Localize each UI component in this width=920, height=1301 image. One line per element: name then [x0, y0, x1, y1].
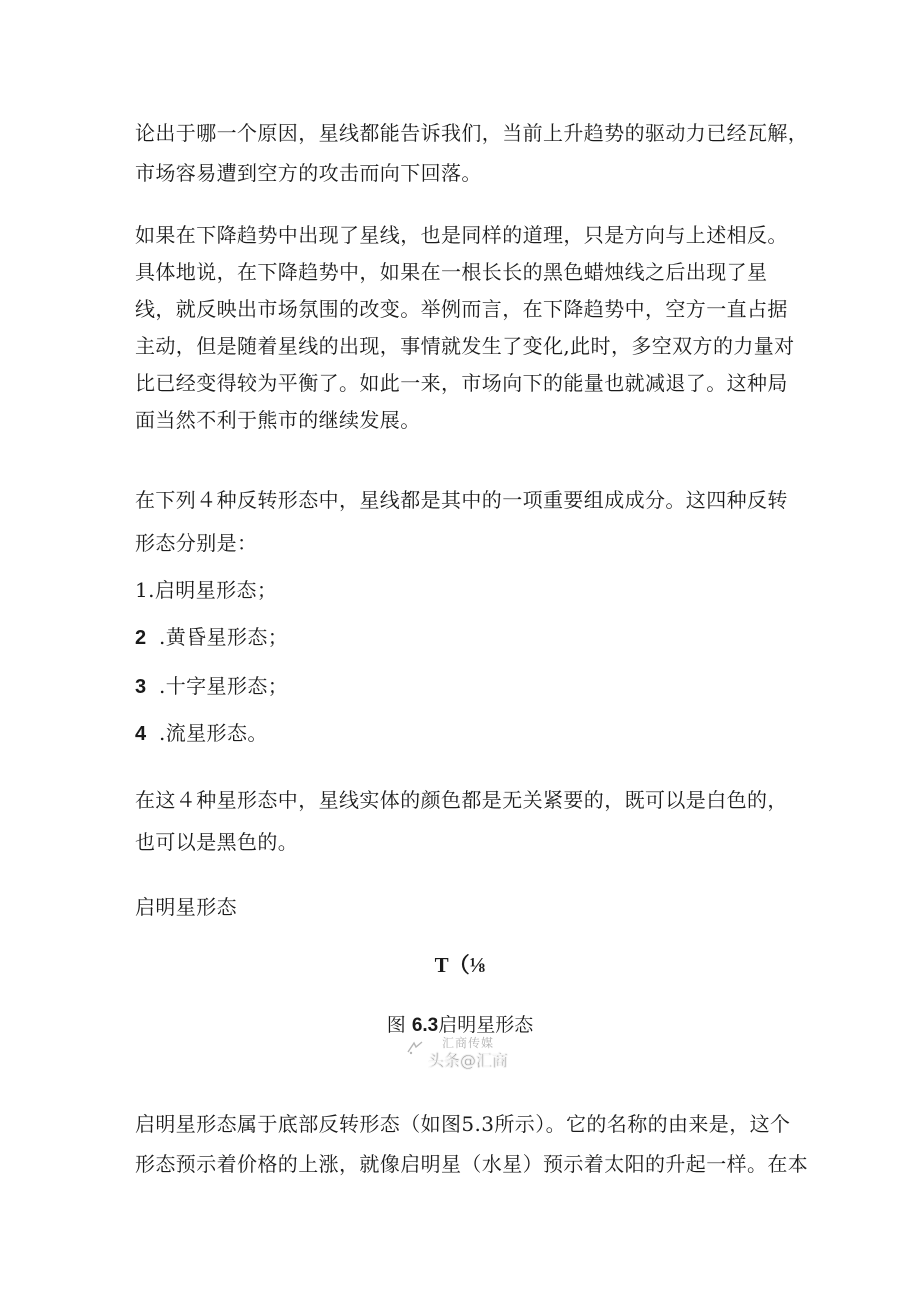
list-item-text: .十字星形态； [159, 674, 289, 698]
paragraph-4 [135, 779, 815, 863]
paragraph-2-line-6: 面当然不利于熊市的继续发展。 [135, 408, 421, 432]
paragraph-4-line-2: 也可以是黑色的。 [135, 830, 299, 854]
paragraph-2-line-1: 如果在下降趋势中出现了星线，也是同样的道理，只是方向与上述相反。 [135, 223, 788, 247]
paragraph-2-line-4: 主动，但是随着星线的出现，事情就发生了变化,此时，多空双方的力量对 [135, 334, 795, 358]
figure-caption-number: 6.3 [411, 1015, 439, 1036]
paragraph-2 [135, 217, 815, 439]
list-item [135, 577, 815, 603]
list-item [135, 720, 815, 747]
watermark-logo-icon [406, 1040, 424, 1056]
section-heading: 启明星形态 [135, 895, 237, 919]
paragraph-2-line-3: 线，就反映出市场氛围的改变。举例而言，在下降趋势中，空方一直占据 [135, 297, 788, 321]
list-item-text: .黄昏星形态； [159, 625, 289, 649]
figure-image-text: T（⅛ [434, 953, 486, 977]
figure-caption-title: 启明星形态 [438, 1014, 534, 1036]
paragraph-6-line-2: 形态预示着价格的上涨，就像启明星（水星）预示着太阳的升起一样。在本 [135, 1152, 809, 1176]
paragraph-3-line-2: 形态分别是： [135, 531, 258, 555]
paragraph-1 [135, 113, 815, 193]
watermark-top-text: 汇商传媒 [442, 1036, 495, 1050]
list-item-number: 1. [135, 578, 155, 602]
list-item-text: .流星形态。 [159, 721, 268, 745]
list-item [135, 673, 815, 700]
paragraph-3-line-1: 在下列４种反转形态中，星线都是其中的一项重要组成成分。这四种反转 [135, 488, 788, 512]
paragraph-6-line-1: 启明星形态属于底部反转形态（如图5.3所示）。它的名称的由来是，这个 [135, 1112, 791, 1136]
paragraph-1-line-1: 论出于哪一个原因，星线都能告诉我们，当前上升趋势的驱动力已经瓦解， [135, 121, 809, 145]
list-item-number: 2 [135, 627, 147, 649]
watermark-bottom-text: 头条@汇商 [428, 1051, 509, 1070]
paragraph-1-line-2: 市场容易遭到空方的攻击而向下回落。 [135, 161, 482, 185]
paragraph-2-line-2: 具体地说，在下降趋势中，如果在一根长长的黑色蜡烛线之后出现了星 [135, 260, 768, 284]
paragraph-3 [135, 479, 815, 565]
list-item-text: 启明星形态； [154, 578, 278, 602]
paragraph-4-line-1: 在这４种星形态中，星线实体的颜色都是无关紧要的，既可以是白色的， [135, 788, 788, 812]
paragraph-2-line-5: 比已经变得较为平衡了。如此一来，市场向下的能量也就减退了。这种局 [135, 371, 788, 395]
figure-caption-prefix: 图 [386, 1014, 406, 1036]
paragraph-6 [135, 1104, 815, 1184]
watermark [402, 1034, 522, 1070]
list-item [135, 624, 815, 651]
list-item-number: 3 [135, 676, 147, 698]
list-item-number: 4 [135, 723, 147, 745]
